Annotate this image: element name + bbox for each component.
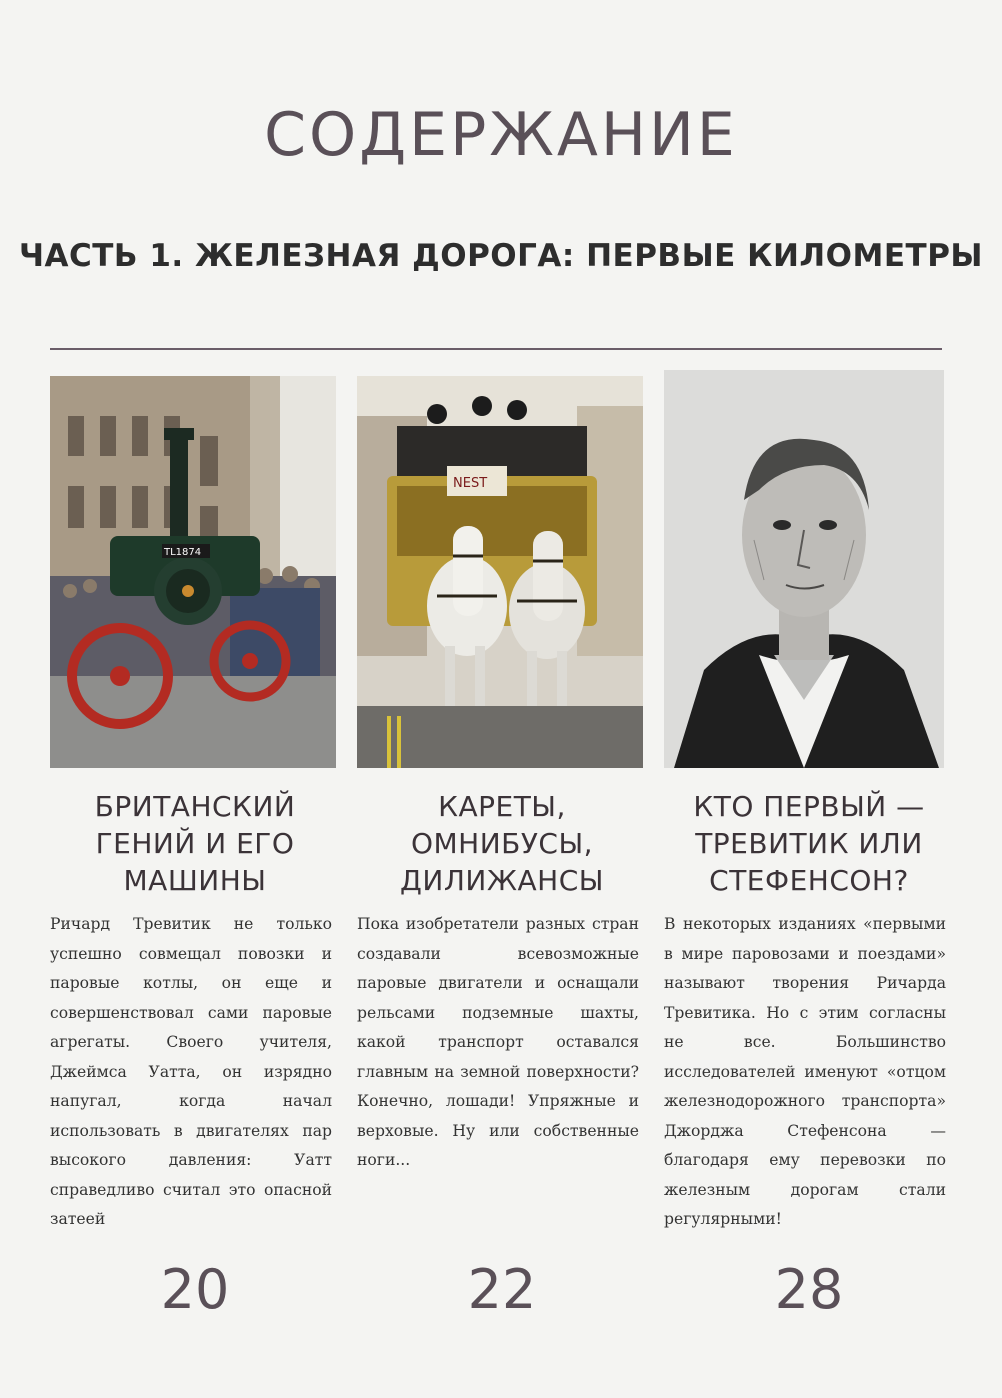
page-number[interactable]: 22 [467, 1258, 537, 1321]
article-text: Ричард Тревитик не только успешно совмещал повозки и паровые котлы, он еще и совершенствовал сами паровые агрегаты. Своего учителя, Джеймса Уатта, он изрядно напугал, когда начал использовать в двигателях пар высокого давления: Уатт справедливо считал это опасной затеей [50, 915, 332, 1228]
photo-horse-carriage [357, 376, 643, 768]
article-heading: КАРЕТЫ, ОМНИБУСЫ, ДИЛИЖАНСЫ [400, 790, 604, 897]
article-heading: БРИТАНСКИЙ ГЕНИЙ И ЕГО МАШИНЫ [94, 790, 296, 897]
engine-plate-text: TL1874 [164, 547, 202, 558]
part-title: ЧАСТЬ 1. ЖЕЛЕЗНАЯ ДОРОГА: ПЕРВЫЕ КИЛОМЕТРЫ [18, 238, 984, 274]
article-card-2[interactable] [357, 370, 647, 1370]
article-card-3[interactable] [664, 370, 954, 1370]
article-heading: КТО ПЕРВЫЙ — ТРЕВИТИК ИЛИ СТЕФЕНСОН? [693, 790, 925, 897]
page-number[interactable]: 20 [160, 1258, 230, 1321]
divider-rule [50, 348, 942, 350]
portrait-engraving [664, 370, 944, 768]
photo-steam-traction-engine [50, 376, 336, 768]
coach-sign-text: NEST [453, 476, 488, 491]
article-card-1[interactable] [50, 370, 340, 1370]
page-title: СОДЕРЖАНИЕ [264, 100, 738, 170]
article-text: Пока изобретатели разных стран создавали всевозможные паровые двигатели и оснащали рельсами подземные шахты, какой транспорт оставался главным на земной поверхности? Конечно, лошади! Упряжные и верховые. Ну или собственные ноги... [357, 915, 639, 1169]
article-text: В некоторых изданиях «первыми в мире паровозами и поездами» называют творения Ричарда Тревитика. Но с этим согласны не все. Большинство исследователей именуют «отцом железнодорожного транспорта» Джорджа Стефенсона — благодаря ему перевозки по железным дорогам стали регулярными! [664, 915, 946, 1228]
page-number[interactable]: 28 [774, 1258, 844, 1321]
